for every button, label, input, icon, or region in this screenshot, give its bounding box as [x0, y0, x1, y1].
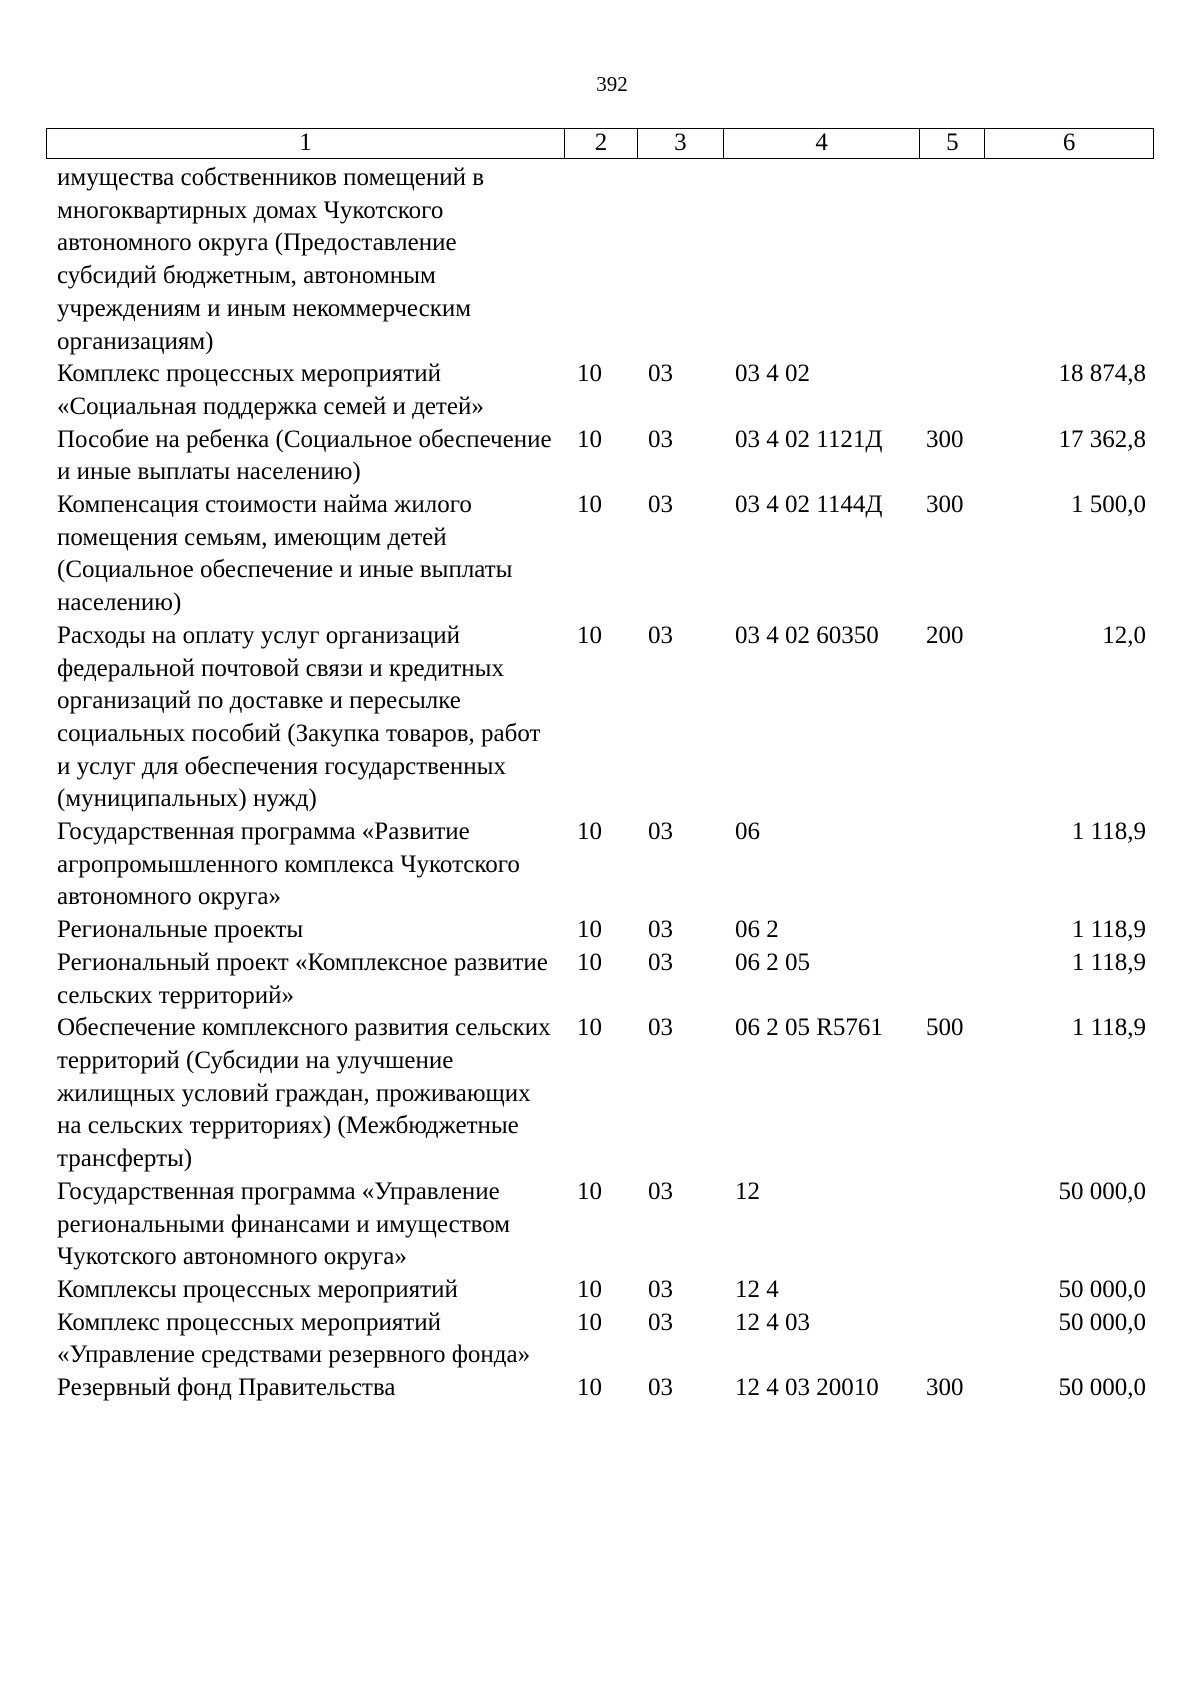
row-section: 10: [577, 916, 602, 944]
row-target-article: 06 2 05 R5761: [735, 1014, 883, 1042]
row-subsection: 03: [648, 818, 673, 846]
table-header: [46, 128, 1154, 159]
row-amount: 1 118,9: [1071, 1014, 1146, 1042]
column-header-4: 4: [724, 129, 921, 158]
table-row: [46, 424, 1154, 489]
table-row: [46, 1372, 1154, 1405]
row-expense-type: 300: [926, 491, 964, 519]
row-name: Региональный проект «Комплексное развитие сельских территорий»: [57, 948, 548, 1009]
row-target-article: 03 4 02 1121Д: [735, 425, 883, 453]
column-header-5: 5: [920, 129, 985, 158]
column-header-6: 6: [1062, 129, 1076, 156]
row-name: Расходы на оплату услуг организаций федеральной почтовой связи и кредитных организаций по доставке и пересылке социальных пособий (Закупка товаров, работ и услуг для обеспечения государственных (муниципальных) нужд): [57, 621, 541, 813]
row-section: 10: [577, 1177, 602, 1205]
row-expense-type: 300: [926, 1374, 964, 1402]
row-name: Пособие на ребенка (Социальное обеспечение и иные выплаты населению): [57, 425, 552, 486]
row-target-article: 03 4 02: [735, 360, 810, 388]
row-section: 10: [577, 360, 602, 388]
column-header-1: 1: [47, 129, 565, 158]
row-name: Государственная программа «Управление региональными финансами и имуществом Чукотского автономного округа»: [57, 1177, 511, 1271]
table-row: [46, 947, 1154, 1012]
row-name: Комплекс процессных мероприятий «Управление средствами резервного фонда»: [57, 1308, 531, 1369]
table-row: [46, 1274, 1154, 1307]
row-target-article: 06 2: [735, 916, 779, 944]
row-target-article: 12: [735, 1177, 760, 1205]
table-row: [46, 1176, 1154, 1274]
row-target-article: 06: [735, 818, 760, 846]
row-expense-type: 200: [926, 621, 964, 649]
row-subsection: 03: [648, 360, 673, 388]
row-target-article: 12 4 03 20010: [735, 1374, 879, 1402]
row-subsection: 03: [648, 1308, 673, 1336]
row-amount: 50 000,0: [1058, 1275, 1146, 1303]
table-row: [46, 816, 1154, 914]
row-name: Региональные проекты: [57, 916, 304, 944]
row-subsection: 03: [648, 491, 673, 519]
row-section: 10: [577, 1014, 602, 1042]
row-subsection: 03: [648, 1275, 673, 1303]
row-target-article: 12 4 03: [735, 1308, 810, 1336]
row-name: Комплексы процессных мероприятий: [57, 1275, 458, 1303]
row-name: имущества собственников помещений в многоквартирных домах Чукотского автономного округа (Предоставление субсидий бюджетным, автономным учреждениям и иным некоммерческим организациям): [57, 164, 485, 355]
table-row: [46, 162, 1154, 358]
table-row: [46, 914, 1154, 947]
row-target-article: 12 4: [735, 1275, 779, 1303]
row-name: Резервный фонд Правительства: [57, 1374, 396, 1402]
budget-table-body: [46, 162, 1154, 1405]
column-header-3: 3: [638, 129, 724, 158]
row-amount: 1 118,9: [1071, 948, 1146, 976]
row-name: Комплекс процессных мероприятий «Социальная поддержка семей и детей»: [57, 360, 484, 420]
row-subsection: 03: [648, 1374, 673, 1402]
row-section: 10: [577, 491, 602, 519]
row-section: 10: [577, 1308, 602, 1336]
row-expense-type: 300: [926, 425, 964, 453]
table-row: [46, 1307, 1154, 1372]
row-amount: 17 362,8: [1058, 425, 1146, 453]
row-subsection: 03: [648, 948, 673, 976]
table-row: [46, 1012, 1154, 1176]
row-section: 10: [577, 1374, 602, 1402]
row-amount: 1 118,9: [1071, 916, 1146, 944]
row-amount: 12,0: [1102, 621, 1146, 649]
row-section: 10: [577, 818, 602, 846]
row-subsection: 03: [648, 1014, 673, 1042]
row-subsection: 03: [648, 916, 673, 944]
column-header-2: 2: [565, 129, 638, 158]
row-section: 10: [577, 1275, 602, 1303]
row-target-article: 03 4 02 1144Д: [735, 491, 883, 519]
row-subsection: 03: [648, 1177, 673, 1205]
row-amount: 1 500,0: [1071, 491, 1146, 519]
row-target-article: 03 4 02 60350: [735, 621, 879, 649]
row-subsection: 03: [648, 425, 673, 453]
row-name: Компенсация стоимости найма жилого помещения семьям, имеющим детей (Социальное обеспечение и иные выплаты населению): [57, 491, 513, 617]
table-row: [46, 620, 1154, 816]
row-target-article: 06 2 05: [735, 948, 810, 976]
row-subsection: 03: [648, 621, 673, 649]
row-section: 10: [577, 948, 602, 976]
row-name: Обеспечение комплексного развития сельских территорий (Субсидии на улучшение жилищных условий граждан, проживающих на сельских территориях) (Межбюджетные трансферты): [57, 1014, 551, 1173]
row-section: 10: [577, 425, 602, 453]
row-amount: 50 000,0: [1058, 1177, 1146, 1205]
table-row: [46, 489, 1154, 620]
row-amount: 50 000,0: [1058, 1308, 1146, 1336]
row-name: Государственная программа «Развитие агропромышленного комплекса Чукотского автономного округа»: [57, 818, 520, 911]
row-amount: 50 000,0: [1058, 1374, 1146, 1402]
row-amount: 1 118,9: [1071, 818, 1146, 846]
row-section: 10: [577, 621, 602, 649]
row-amount: 18 874,8: [1058, 360, 1146, 388]
table-row: [46, 358, 1154, 423]
row-expense-type: 500: [926, 1014, 964, 1042]
page-number: 392: [596, 72, 628, 96]
